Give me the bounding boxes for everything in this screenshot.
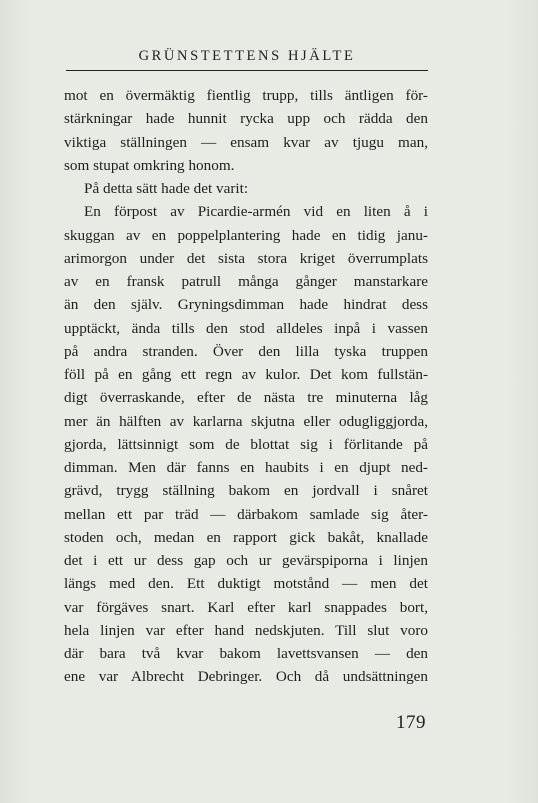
text-line-7: skuggan av en poppelplantering hade en tidig janu- bbox=[64, 226, 428, 244]
text-line-12: på andra stranden. Över den lilla tyska truppen bbox=[64, 342, 428, 360]
page-number: 179 bbox=[396, 712, 426, 733]
text-line-11: upptäckt, ända tills den stod alldeles inpå i vassen bbox=[64, 319, 428, 337]
text-line-21: det i ett ur dess gap och ur gevärspiporna i linjen bbox=[64, 552, 428, 569]
text-line-26: ene var Albrecht Debringer. Och då undsättningen bbox=[64, 668, 428, 686]
text-line-16: gjorda, lättsinnigt som de blottat sig i förlitande på bbox=[64, 435, 428, 453]
text-line-22: längs med den. Ett duktigt motstånd — men det bbox=[64, 575, 428, 593]
text-line-19: mellan ett par träd — därbakom samlade sig åter- bbox=[64, 505, 428, 523]
text-line-20: stoden och, medan en rapport gick bakåt, knallade bbox=[64, 528, 428, 546]
text-line-9: av en fransk patrull många gånger manstarkare bbox=[64, 273, 428, 290]
text-line-18: grävd, trygg ställning bakom en jordvall i snåret bbox=[64, 482, 428, 500]
text-line-5: På detta sätt hade det varit: bbox=[84, 180, 249, 197]
text-line-13: föll på en gång ett regn av kulor. Det kom fullstän- bbox=[64, 366, 428, 383]
body-text bbox=[64, 84, 428, 689]
text-line-25: där bara två kvar bakom lavettsvansen — den bbox=[64, 645, 428, 662]
header-rule bbox=[66, 70, 428, 71]
text-line-23: var förgäves snart. Karl efter karl snappades bort, bbox=[64, 598, 428, 616]
text-line-1: mot en övermäktig fientlig trupp, tills äntligen för- bbox=[64, 87, 428, 104]
text-line-2: stärkningar hade hunnit rycka upp och rädda den bbox=[64, 110, 428, 128]
text-line-8: arimorgon under det sista stora kriget överrumplats bbox=[64, 249, 428, 267]
text-line-4: som stupat omkring honom. bbox=[64, 156, 235, 174]
text-line-17: dimman. Men där fanns en haubits i en djupt ned- bbox=[64, 459, 428, 476]
text-line-6: En förpost av Picardie-armén vid en liten å i bbox=[84, 203, 428, 221]
text-line-24: hela linjen var efter hand nedskjuten. Till slut voro bbox=[64, 621, 428, 639]
text-line-10: än den själv. Gryningsdimman hade hindrat dess bbox=[64, 296, 428, 314]
text-line-15: mer än hälften av karlarna skjutna eller odugliggjorda, bbox=[64, 412, 428, 430]
running-head-title: GRÜNSTETTENS HJÄLTE bbox=[138, 48, 356, 64]
text-line-14: digt överraskande, efter de nästa tre minuterna låg bbox=[64, 389, 428, 407]
text-line-3: viktiga ställningen — ensam kvar av tjugu man, bbox=[64, 133, 428, 151]
